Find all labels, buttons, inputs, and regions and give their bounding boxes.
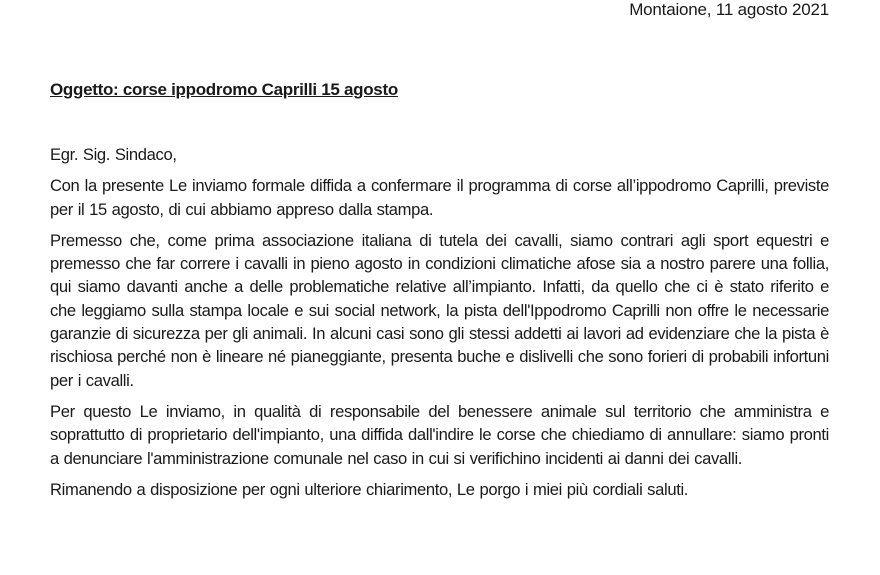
paragraph-request: Per questo Le inviamo, in qualità di responsabile del benessere animale sul territorio che amministra e soprattutto di proprietario dell'impianto, una diffida dall'indire le corse che chiediamo di annullare: siamo pronti a denunciare l'amministrazione comunale nel caso in cui si verifichino incidenti ai danni dei cavalli. [50,401,829,468]
place-date: Montaione, 11 agosto 2021 [629,0,829,19]
letter-body [50,143,829,509]
paragraph-notice: Con la presente Le inviamo formale diffida a confermare il programma di corse all’ippodromo Caprilli, previste per il 15 agosto, di cui abbiamo appreso dalla stampa. [50,176,829,219]
letter-subject: Oggetto: corse ippodromo Caprilli 15 agosto [50,80,398,99]
paragraph-premise: Premesso che, come prima associazione italiana di tutela dei cavalli, siamo contrari agli sport equestri e premesso che far correre i cavalli in pieno agosto in condizioni climatiche afose sia a nostro parere una follia, qui siamo davanti anche a delle problematiche relative all’impianto. Infatti, da quello che ci è stato riferito e che leggiamo sulla stampa locale e sui social network, la pista dell'Ippodromo Caprilli non offre le necessarie garanzie di sicurezza per gli animali. In alcuni casi sono gli stessi addetti ai lavori ad evidenziare che la pista è rischiosa perché non è lineare né pianeggiante, presenta buche e dislivelli che sono forieri di probabili infortuni per i cavalli. [50,230,829,390]
salutation: Egr. Sig. Sindaco, [50,145,177,164]
closing: Rimanendo a disposizione per ogni ulteriore chiarimento, Le porgo i miei più cordiali saluti. [50,479,689,499]
